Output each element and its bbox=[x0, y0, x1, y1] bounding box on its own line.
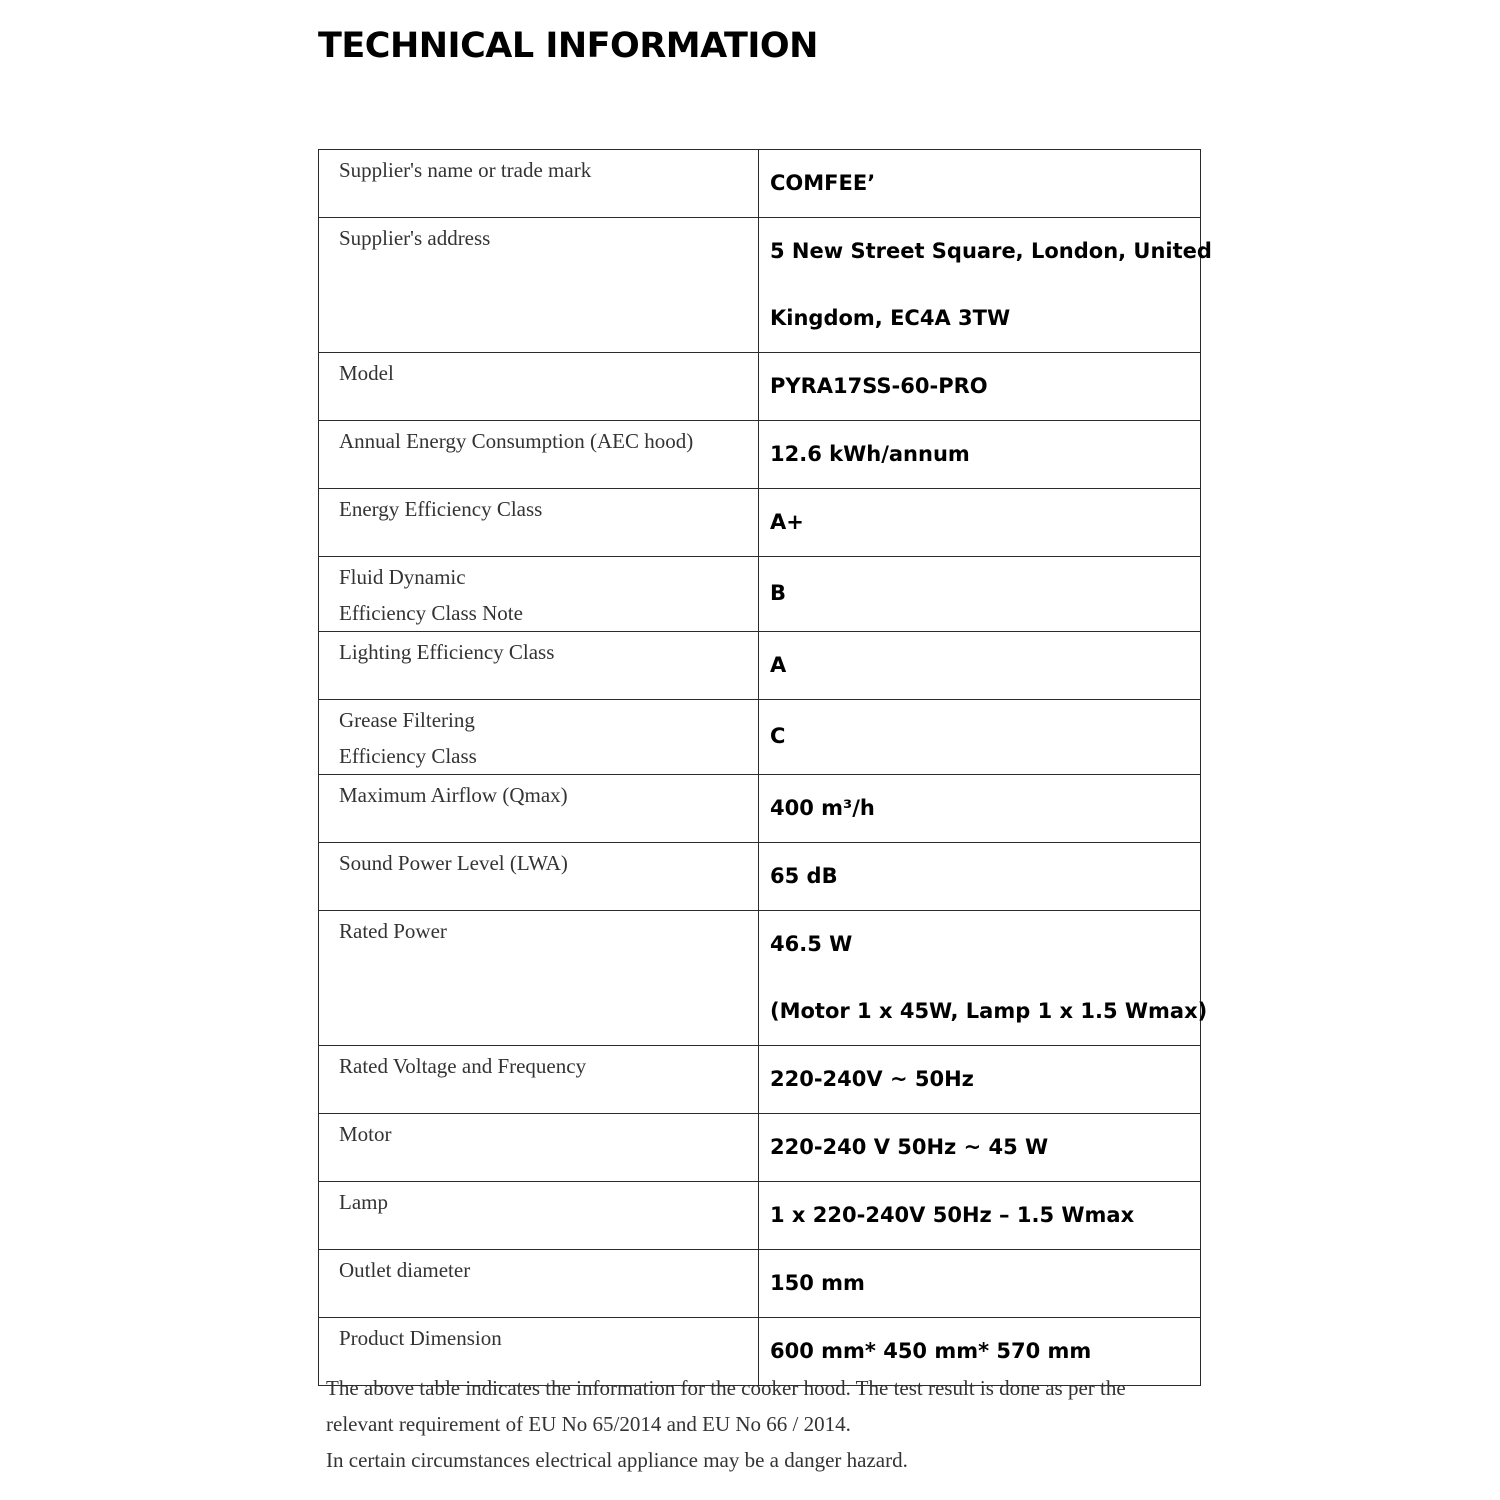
table-row bbox=[319, 911, 1201, 1046]
label-cell bbox=[319, 700, 759, 775]
label-model: Model bbox=[339, 361, 394, 385]
value-cell bbox=[759, 911, 1208, 1046]
value-lighting-class: A bbox=[770, 653, 787, 677]
label-cell bbox=[319, 218, 759, 353]
value-cell bbox=[759, 843, 1201, 911]
value-cell bbox=[759, 150, 1201, 218]
label-supplier-name: Supplier's name or trade mark bbox=[339, 158, 592, 182]
label-outlet-diameter: Outlet diameter bbox=[339, 1258, 471, 1282]
label-sound-power: Sound Power Level (LWA) bbox=[339, 851, 568, 875]
value-grease-filter: C bbox=[770, 724, 786, 748]
value-annual-energy: 12.6 kWh/annum bbox=[770, 442, 970, 466]
label-cell bbox=[319, 353, 759, 421]
table-row bbox=[319, 1250, 1201, 1318]
label-annual-energy: Annual Energy Consumption (AEC hood) bbox=[339, 429, 694, 453]
label-fluid-dynamic-line-1: Fluid Dynamic bbox=[339, 565, 466, 589]
label-motor: Motor bbox=[339, 1122, 392, 1146]
footer-notes bbox=[326, 1370, 1226, 1478]
label-cell bbox=[319, 150, 759, 218]
value-model: PYRA17SS-60-PRO bbox=[770, 374, 988, 398]
value-fluid-dynamic: B bbox=[770, 581, 787, 605]
label-fluid-dynamic-line-2: Efficiency Class Note bbox=[339, 601, 523, 625]
table-row bbox=[319, 489, 1201, 557]
label-max-airflow: Maximum Airflow (Qmax) bbox=[339, 783, 568, 807]
table-row bbox=[319, 1046, 1201, 1114]
label-cell bbox=[319, 911, 759, 1046]
value-cell bbox=[759, 489, 1201, 557]
page-title: TECHNICAL INFORMATION bbox=[318, 26, 818, 66]
value-cell bbox=[759, 421, 1201, 489]
label-cell bbox=[319, 1114, 759, 1182]
table-row bbox=[319, 1114, 1201, 1182]
value-outlet-diameter: 150 mm bbox=[770, 1271, 865, 1295]
label-cell bbox=[319, 557, 759, 632]
label-cell bbox=[319, 421, 759, 489]
value-cell bbox=[759, 1046, 1201, 1114]
value-product-dimension: 600 mm* 450 mm* 570 mm bbox=[770, 1339, 1092, 1363]
value-cell bbox=[759, 218, 1212, 353]
footer-line-1: The above table indicates the information for the cooker hood. The test result is done as per the bbox=[326, 1376, 1126, 1400]
value-rated-power-line-2: (Motor 1 x 45W, Lamp 1 x 1.5 Wmax) bbox=[770, 999, 1208, 1023]
label-grease-filter-line-1: Grease Filtering bbox=[339, 708, 475, 732]
value-energy-class: A+ bbox=[770, 510, 804, 534]
label-grease-filter-line-2: Efficiency Class bbox=[339, 744, 477, 768]
value-cell bbox=[759, 353, 1201, 421]
label-product-dimension: Product Dimension bbox=[339, 1326, 502, 1350]
label-cell bbox=[319, 1250, 759, 1318]
label-energy-class: Energy Efficiency Class bbox=[339, 497, 543, 521]
table-row bbox=[319, 353, 1201, 421]
label-cell bbox=[319, 843, 759, 911]
label-lamp: Lamp bbox=[339, 1190, 388, 1214]
value-cell bbox=[759, 557, 1201, 632]
table-row bbox=[319, 775, 1201, 843]
value-supplier-address-line-2: Kingdom, EC4A 3TW bbox=[770, 306, 1011, 330]
label-lighting-class: Lighting Efficiency Class bbox=[339, 640, 555, 664]
table-row bbox=[319, 150, 1201, 218]
table-row bbox=[319, 700, 1201, 775]
value-motor: 220-240 V 50Hz ~ 45 W bbox=[770, 1135, 1049, 1159]
value-supplier-address-line-1: 5 New Street Square, London, United bbox=[770, 239, 1212, 263]
label-cell bbox=[319, 1182, 759, 1250]
value-cell bbox=[759, 1114, 1201, 1182]
table-row bbox=[319, 218, 1201, 353]
value-sound-power: 65 dB bbox=[770, 864, 838, 888]
value-lamp: 1 x 220-240V 50Hz – 1.5 Wmax bbox=[770, 1203, 1135, 1227]
value-rated-voltage: 220-240V ~ 50Hz bbox=[770, 1067, 974, 1091]
value-cell bbox=[759, 632, 1201, 700]
label-cell bbox=[319, 489, 759, 557]
label-cell bbox=[319, 632, 759, 700]
label-rated-voltage: Rated Voltage and Frequency bbox=[339, 1054, 587, 1078]
table-row bbox=[319, 1182, 1201, 1250]
footer-line-2: relevant requirement of EU No 65/2014 and EU No 66 / 2014. bbox=[326, 1412, 851, 1436]
label-cell bbox=[319, 1046, 759, 1114]
value-cell bbox=[759, 1182, 1201, 1250]
value-supplier-name: COMFEE’ bbox=[770, 171, 876, 195]
table-row bbox=[319, 421, 1201, 489]
label-rated-power: Rated Power bbox=[339, 919, 447, 943]
value-cell bbox=[759, 700, 1201, 775]
label-supplier-address: Supplier's address bbox=[339, 226, 491, 250]
value-cell bbox=[759, 775, 1201, 843]
table-row bbox=[319, 632, 1201, 700]
footer-line-3: In certain circumstances electrical appliance may be a danger hazard. bbox=[326, 1448, 908, 1472]
table-row bbox=[319, 557, 1201, 632]
value-cell bbox=[759, 1250, 1201, 1318]
value-rated-power-line-1: 46.5 W bbox=[770, 932, 853, 956]
label-cell bbox=[319, 775, 759, 843]
technical-info-table bbox=[318, 149, 1212, 1386]
value-max-airflow: 400 m³/h bbox=[770, 796, 875, 820]
table-row bbox=[319, 843, 1201, 911]
